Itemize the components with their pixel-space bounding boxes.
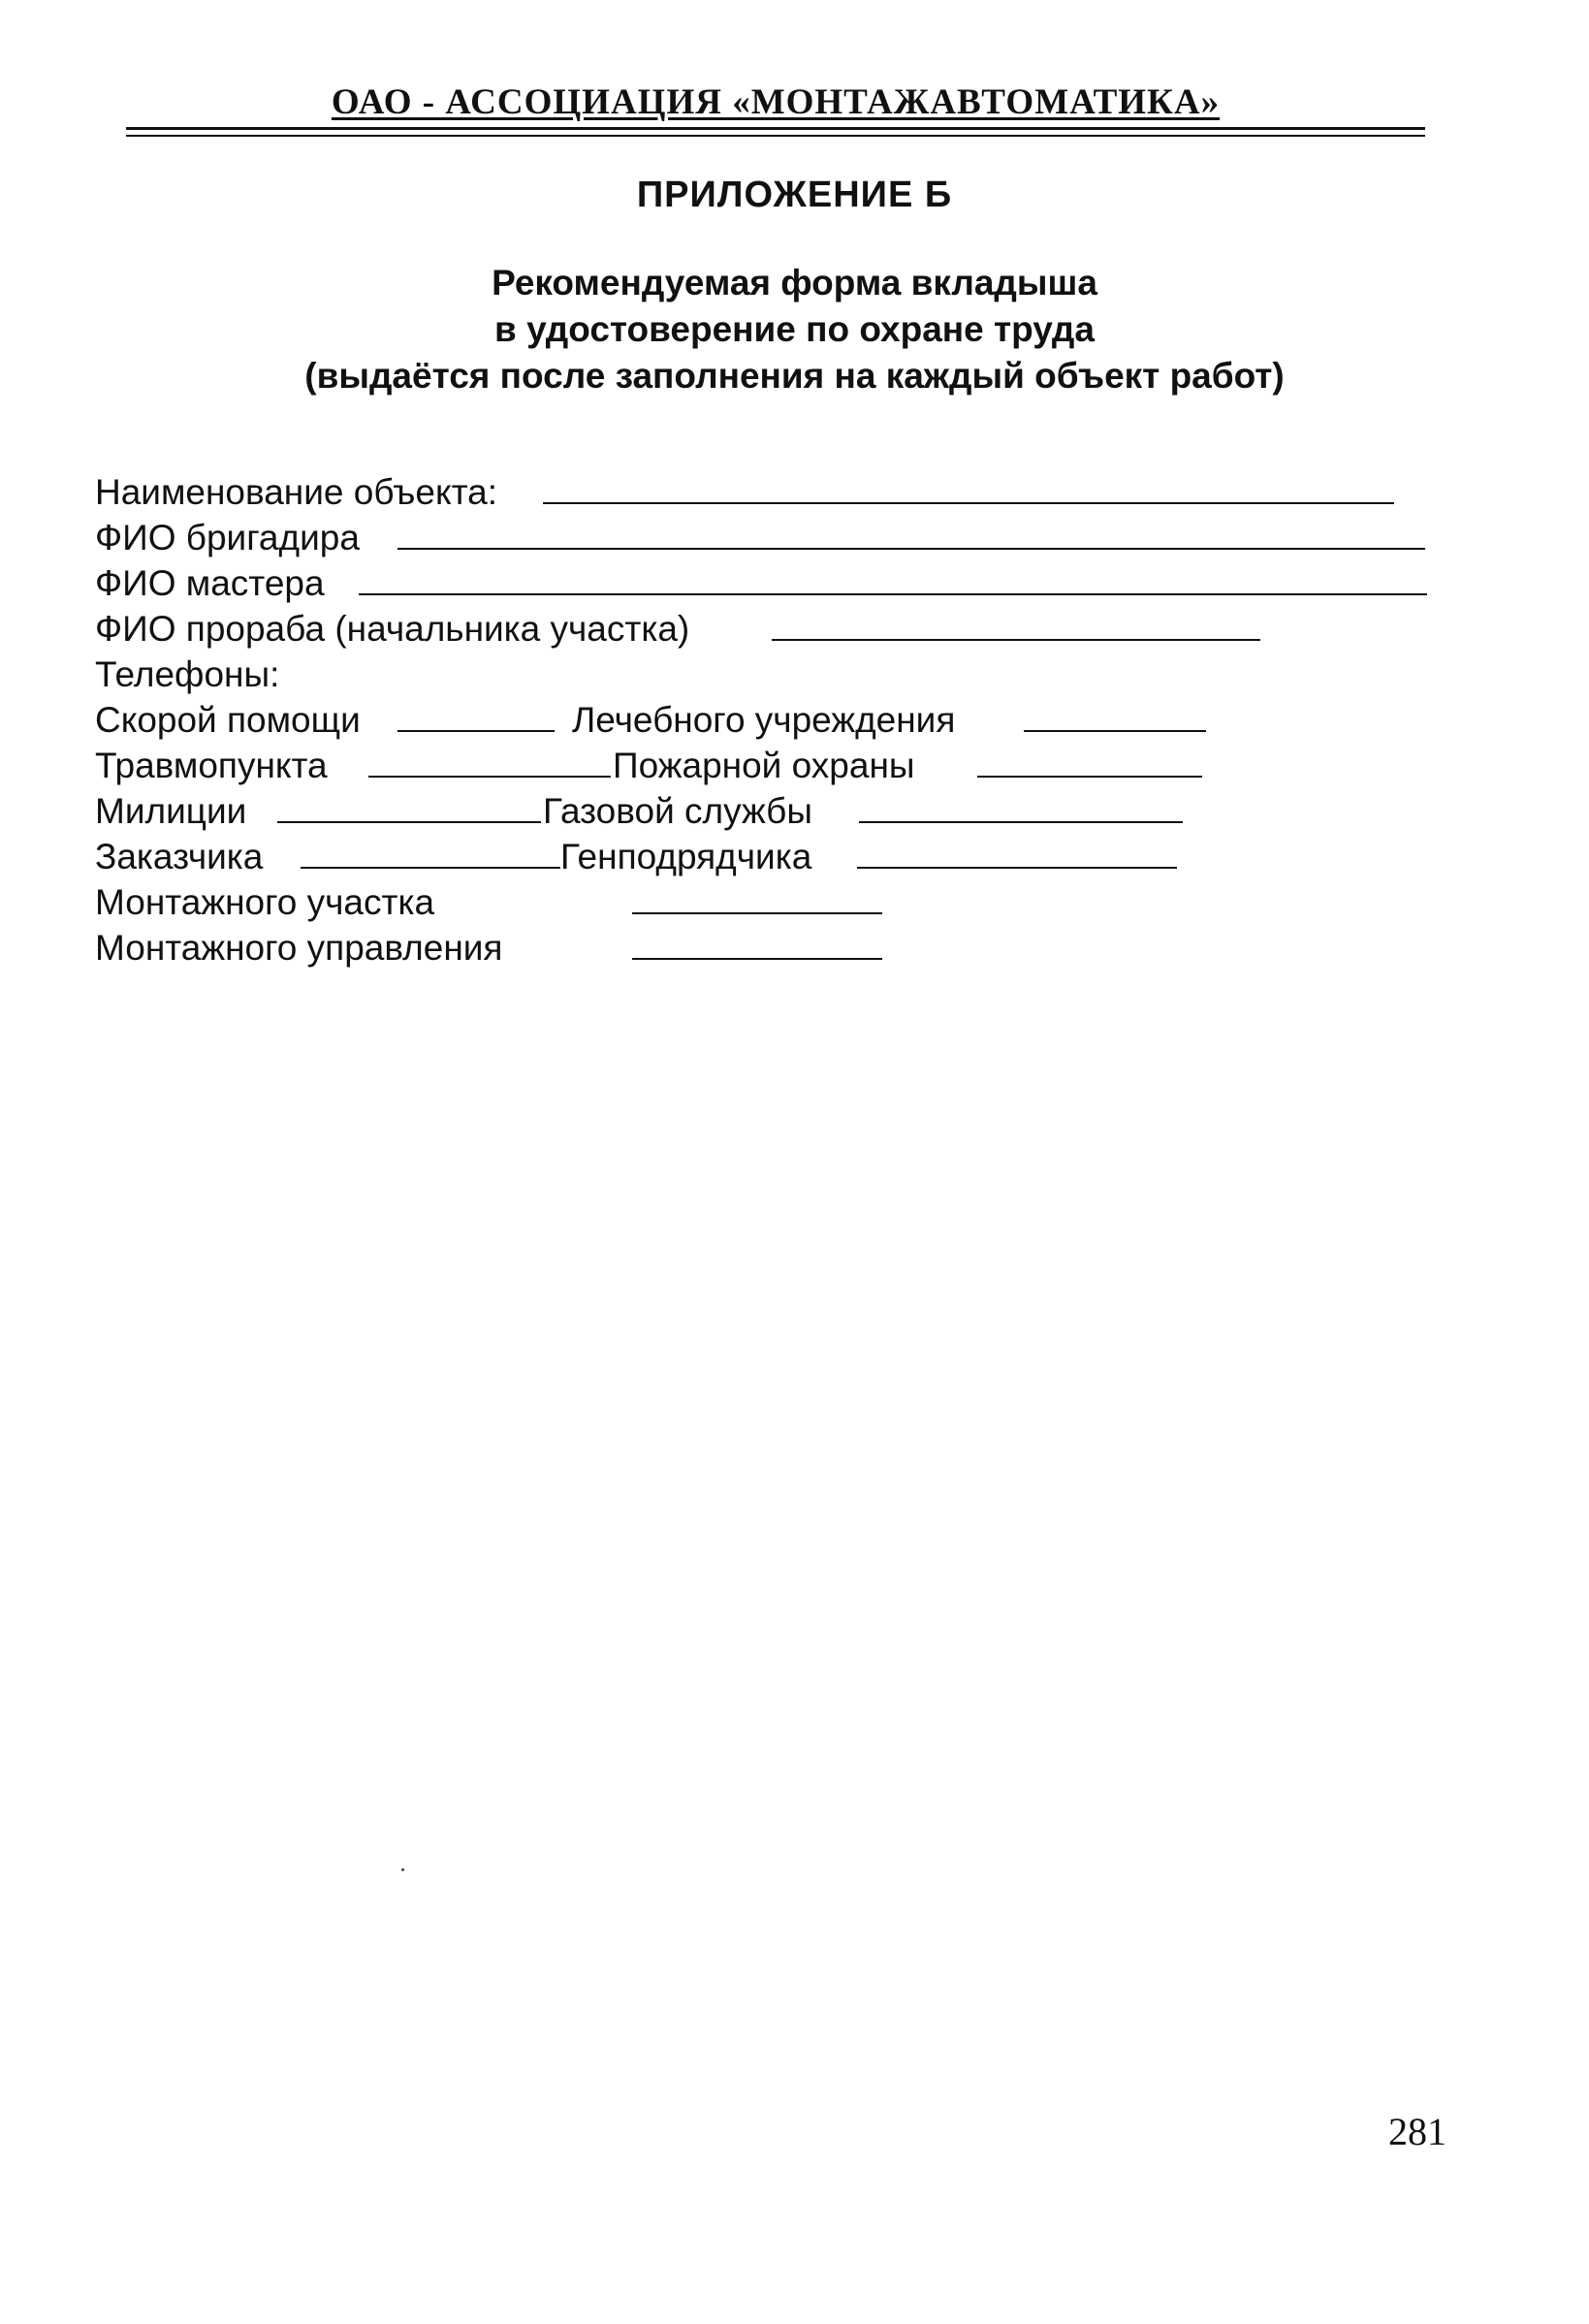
fire-field[interactable] <box>977 776 1202 778</box>
foreman-field[interactable] <box>397 548 1425 550</box>
police-field[interactable] <box>277 821 541 823</box>
form-row-assembly-site <box>95 879 1355 925</box>
form-subtitle <box>0 260 1589 399</box>
gas-field[interactable] <box>859 821 1183 823</box>
customer-label: Заказчика <box>95 837 264 876</box>
fire-label: Пожарной охраны <box>613 746 915 785</box>
page-header <box>126 76 1425 143</box>
form-row-ambulance-medical <box>95 697 1355 743</box>
customer-field[interactable] <box>301 867 560 869</box>
header-rule-top <box>126 127 1425 130</box>
organization-title <box>126 81 1425 123</box>
assembly-department-label: Монтажного управления <box>95 928 503 968</box>
foreman-label: ФИО бригадира <box>95 518 360 557</box>
subtitle-line-3: (выдаётся после заполнения на каждый объект работ) <box>304 356 1285 396</box>
gas-label: Газовой службы <box>543 791 812 831</box>
subtitle-line-1: Рекомендуемая форма вкладыша <box>492 263 1097 302</box>
insert-form <box>95 469 1355 971</box>
form-row-trauma-fire <box>95 743 1355 788</box>
object-name-label: Наименование объекта: <box>95 472 498 512</box>
trauma-field[interactable] <box>368 776 611 778</box>
form-row-object <box>95 469 1355 515</box>
master-field[interactable] <box>359 593 1427 595</box>
scan-speck <box>401 1868 404 1871</box>
form-row-police-gas <box>95 788 1355 834</box>
form-row-master <box>95 560 1355 606</box>
general-contractor-field[interactable] <box>857 867 1177 869</box>
subtitle-line-2: в удостоверение по охране труда <box>494 309 1095 349</box>
appendix-title: ПРИЛОЖЕНИЕ Б <box>636 175 953 215</box>
trauma-label: Травмопункта <box>95 746 328 785</box>
ambulance-field[interactable] <box>397 730 555 732</box>
form-row-customer-contractor <box>95 834 1355 879</box>
form-row-foreman <box>95 515 1355 560</box>
object-name-field[interactable] <box>543 502 1394 504</box>
ambulance-label: Скорой помощи <box>95 700 361 740</box>
page-number: 281 <box>1388 2110 1446 2153</box>
header-rule-bottom <box>126 135 1425 137</box>
police-label: Милиции <box>95 791 247 831</box>
organization-name: ОАО - АССОЦИАЦИЯ «МОНТАЖАВТОМАТИКА» <box>331 82 1221 122</box>
phones-label: Телефоны: <box>95 654 280 694</box>
assembly-site-label: Монтажного участка <box>95 882 435 922</box>
site-manager-field[interactable] <box>772 639 1260 641</box>
medical-label: Лечебного учреждения <box>572 700 956 740</box>
assembly-department-field[interactable] <box>632 958 882 960</box>
site-manager-label: ФИО прораба (начальника участка) <box>95 609 690 649</box>
form-row-phones <box>95 652 1355 697</box>
assembly-site-field[interactable] <box>632 912 882 914</box>
form-row-assembly-department <box>95 925 1355 971</box>
form-row-site-manager <box>95 606 1355 652</box>
medical-field[interactable] <box>1024 730 1206 732</box>
general-contractor-label: Генподрядчика <box>560 837 812 876</box>
master-label: ФИО мастера <box>95 563 325 603</box>
